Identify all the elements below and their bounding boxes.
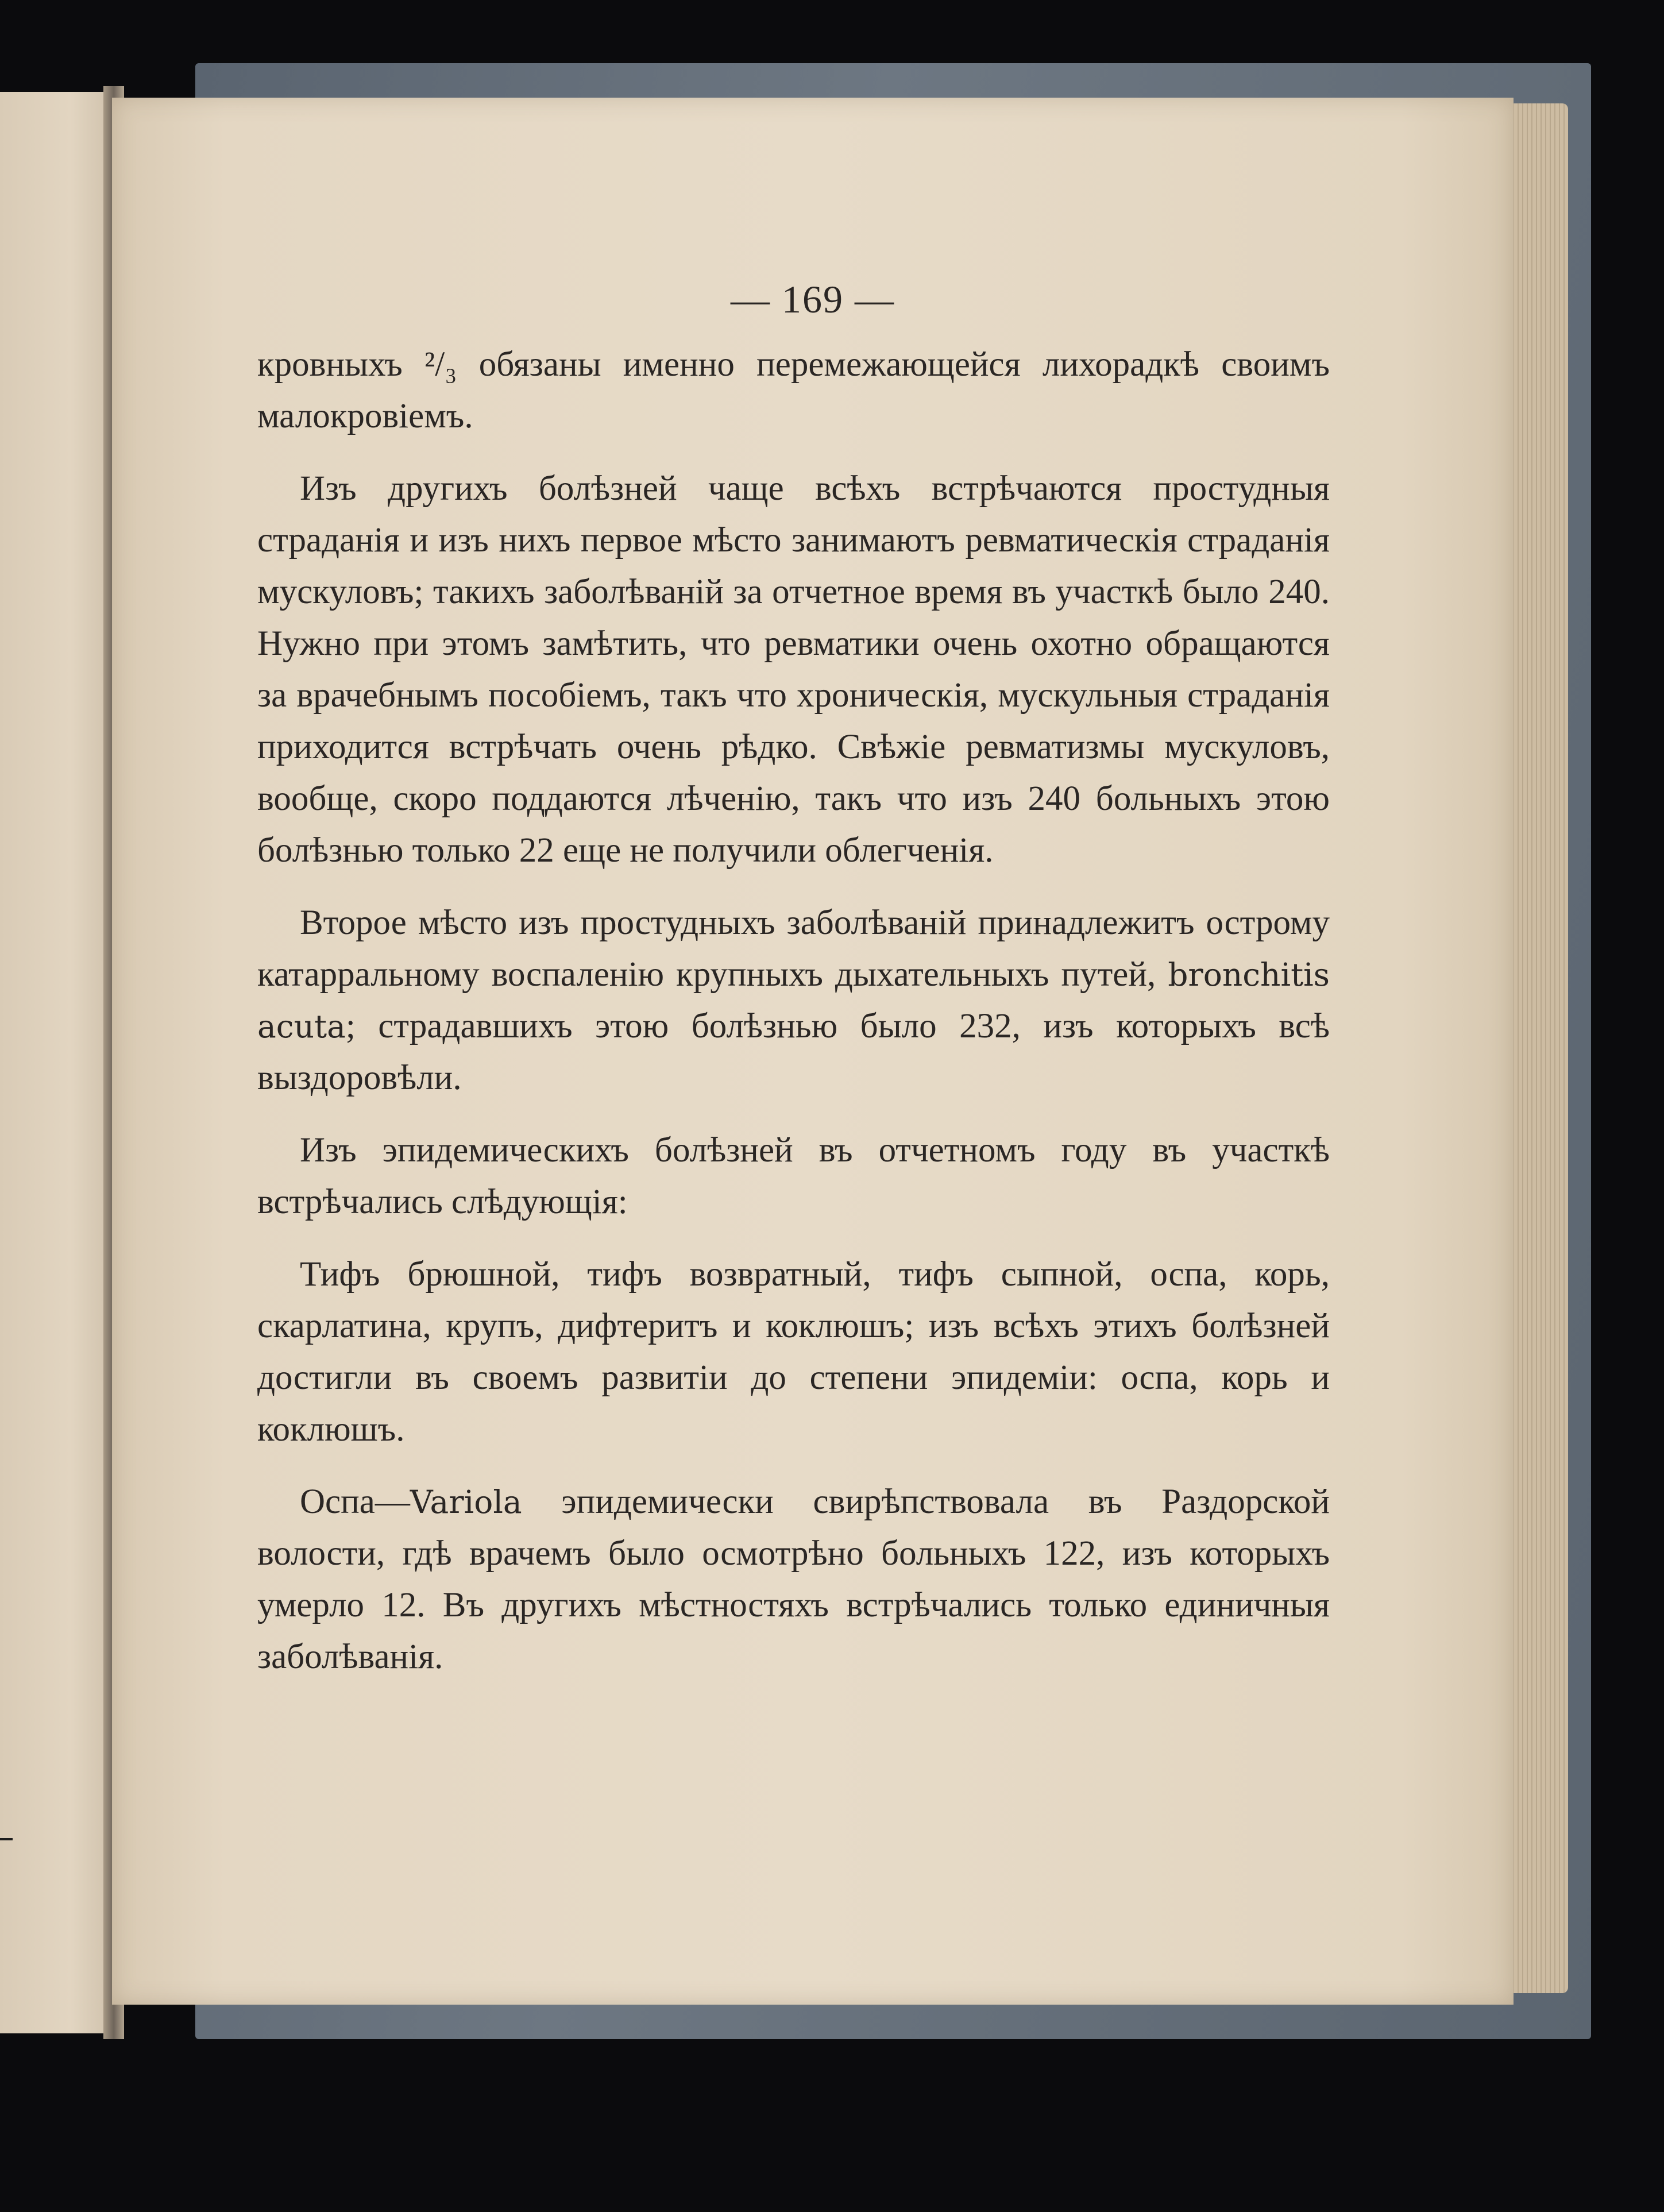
margin-mark — [0, 1838, 13, 1840]
paragraph-text: ; страдавшихъ этою болѣзнью было 232, изъ которыхъ всѣ выздоровѣли. — [257, 1007, 1330, 1097]
page-edges — [1505, 103, 1568, 1993]
facing-page-strip — [0, 92, 118, 2033]
body-text — [257, 339, 1330, 1704]
page-number: — 169 — — [731, 277, 895, 321]
latin-term: bronchitis acuta — [257, 956, 1330, 1045]
latin-term: Variola — [410, 1484, 522, 1520]
paragraph-text: Оспа— — [300, 1483, 410, 1521]
paragraph-text: эпидемически свирѣпствовала въ Раздорской волости, гдѣ врачемъ было осмотрѣно больныхъ 122, изъ которыхъ умерло 12. Въ другихъ мѣстностяхъ встрѣчались только единичныя заболѣванія. — [257, 1483, 1330, 1676]
paragraph — [257, 897, 1330, 1104]
paragraph — [257, 339, 1330, 442]
paragraph-text: кровныхъ ²/₃ обязаны именно перемежающейся лихорадкѣ своимъ малокровіемъ. — [257, 345, 1330, 435]
paragraph-text: Изъ другихъ болѣзней чаще всѣхъ встрѣчаются простудныя страданія и изъ нихъ первое мѣсто занимаютъ ревматическія страданія мускуловъ; такихъ заболѣваній за отчетное время въ участкѣ было 240. Нужно при этомъ замѣтить, что ревматики очень охотно обращаются за врачебнымъ пособіемъ, такъ что хроническія, мускульныя страданія приходится встрѣчать очень рѣдко. Свѣжіе ревматизмы мускуловъ, вообще, скоро поддаются лѣченію, такъ что изъ 240 больныхъ этою болѣзнью только 22 еще не получили облегченія. — [257, 469, 1330, 870]
paragraph — [257, 1249, 1330, 1456]
paragraph-text: Тифъ брюшной, тифъ возвратный, тифъ сыпной, оспа, корь, скарлатина, крупъ, дифтеритъ и коклюшъ; изъ всѣхъ этихъ болѣзней достигли въ своемъ развитіи до степени эпидеміи: оспа, корь и коклюшъ. — [257, 1255, 1330, 1449]
paragraph — [257, 1476, 1330, 1683]
book-page — [112, 98, 1514, 2005]
paragraph-text: Изъ эпидемическихъ болѣзней въ отчетномъ году въ участкѣ встрѣчались слѣдующія: — [257, 1131, 1330, 1221]
paragraph — [257, 463, 1330, 877]
paragraph — [257, 1125, 1330, 1228]
paragraph-text: Второе мѣсто изъ простудныхъ заболѣваній принадлежитъ острому катарральному воспаленію крупныхъ дыхательныхъ путей, — [257, 904, 1330, 994]
